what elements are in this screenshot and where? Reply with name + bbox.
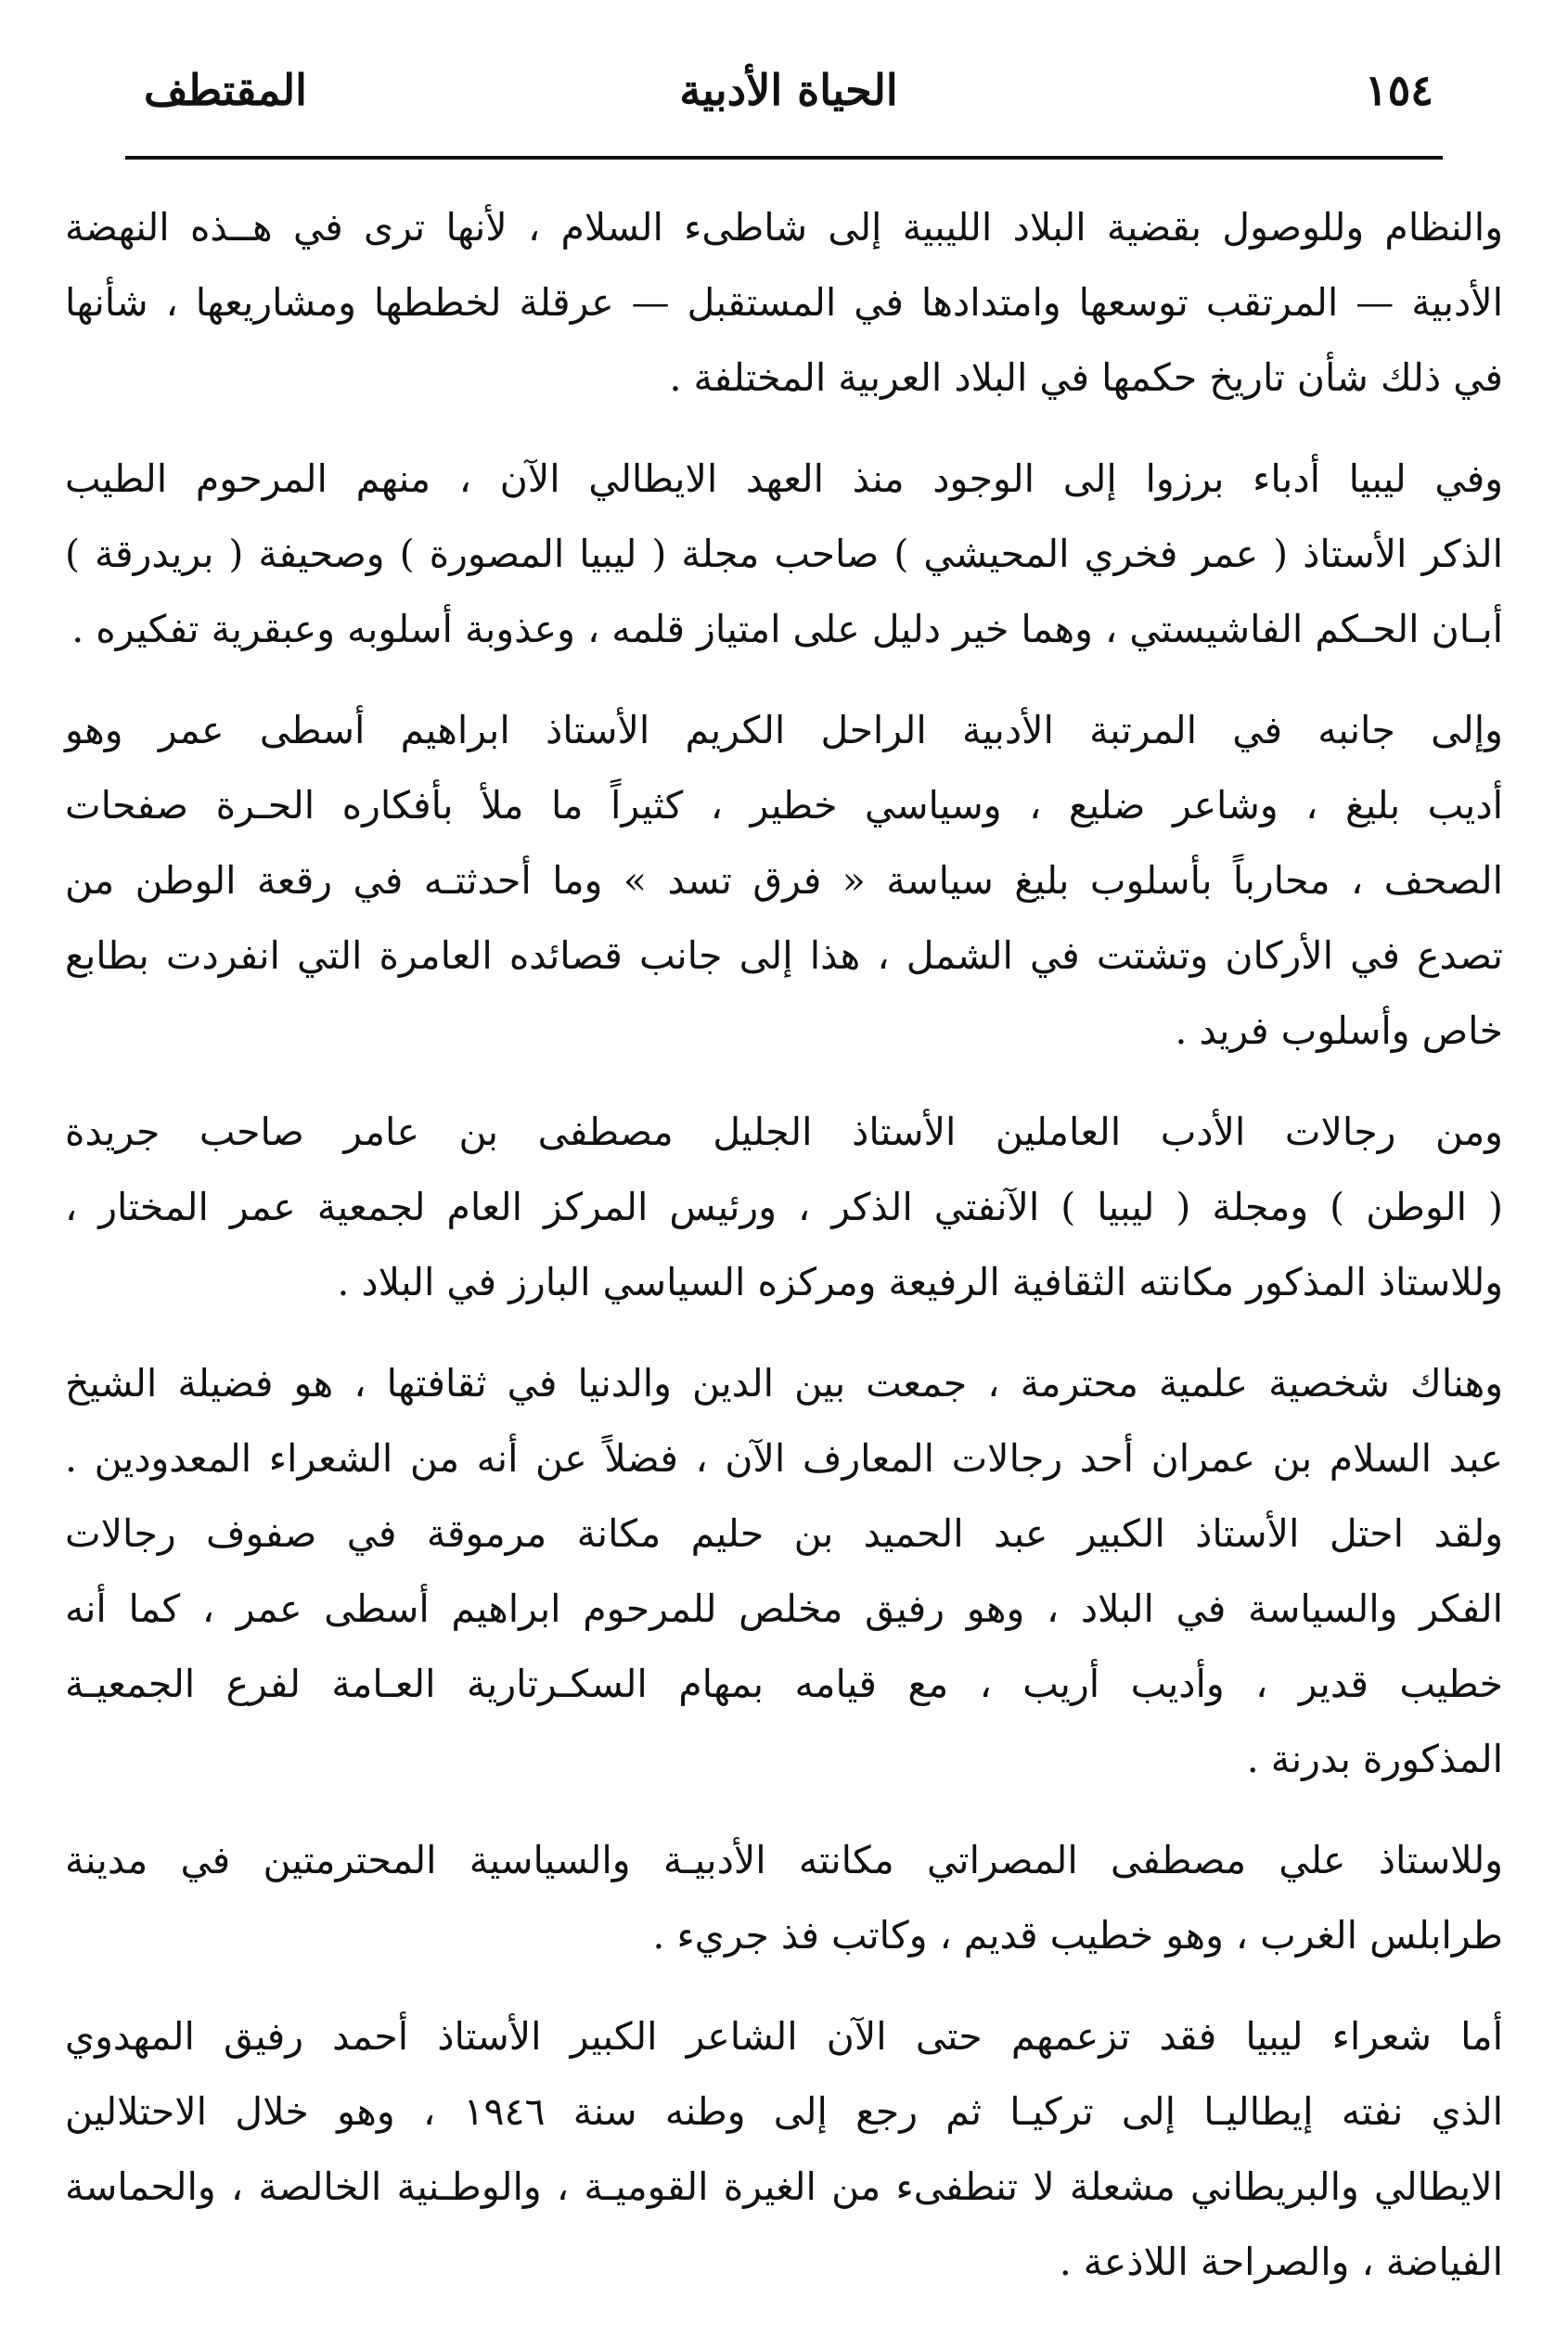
text-line: والنظام وللوصول بقضية البلاد الليبية إلى شاطىء السلام ، لأنها ترى في هــذه النهضة (65, 205, 1503, 250)
text-line: الايطالي والبريطاني مشعلة لا تنطفىء من الغيرة القوميـة ، والوطـنية الخالصة ، والحماسة (65, 2164, 1503, 2209)
text-line: وهناك شخصية علمية محترمة ، جمعت بين الدين والدنيا في ثقافتها ، هو فضيلة الشيخ (65, 1361, 1503, 1406)
text-line: عبد السلام بن عمران أحد رجالات المعارف الآن ، فضلاً عن أنه من الشعراء المعدودين . (65, 1436, 1503, 1481)
page-number: ١٥٤ (1364, 65, 1433, 115)
text-line: أما شعراء ليبيا فقد تزعمهم حتى الآن الشاعر الكبير الأستاذ أحمد رفيق المهدوي (65, 2014, 1503, 2059)
text-line: أديب بليغ ، وشاعر ضليع ، وسياسي خطير ، كثيراً ما ملأ بأفكاره الحـرة صفحات (65, 783, 1503, 828)
text-line: الأدبية — المرتقب توسعها وامتدادها في المستقبل — عرقلة لخططها ومشاريعها ، شأنها (65, 280, 1503, 325)
text-line: الصحف ، محارباً بأسلوب بليغ سياسة « فرق تسد » وما أحدثتـه في رقعة الوطن من (65, 858, 1503, 903)
text-line: تصدع في الأركان وتشتت في الشمل ، هذا إلى جانب قصائده العامرة التي انفردت بطابع (65, 933, 1503, 978)
paragraph-6 (65, 1823, 1503, 1973)
text-line: الذي نفته إيطاليـا إلى تركيـا ثم رجع إلى وطنه سنة ١٩٤٦ ، وهو خلال الاحتلالين (65, 2089, 1503, 2134)
text-line: ولقد احتل الأستاذ الكبير عبد الحميد بن حليم مكانة مرموقة في صفوف رجالات (65, 1511, 1503, 1556)
text-line: وفي ليبيا أدباء برزوا إلى الوجود منذ العهد الايطالي الآن ، منهم المرحوم الطيب (65, 456, 1503, 501)
text-line: خاص وأسلوب فريد . (1175, 1008, 1503, 1053)
text-line: أبـان الحـكم الفاشيستي ، وهما خير دليل على امتياز قلمه ، وعذوبة أسلوبه وعبقرية تفكيره . (71, 607, 1503, 651)
running-header (144, 58, 1433, 122)
text-line: ( الوطن ) ومجلة ( ليبيا ) الآنفتي الذكر ، ورئيس المركز العام لجمعية عمر المختار ، (65, 1185, 1503, 1229)
paragraph-5 (65, 1346, 1503, 1797)
text-line: الذكر الأستاذ ( عمر فخري المحيشي ) صاحب مجلة ( ليبيا المصورة ) وصحيفة ( بريدرقة ) (65, 532, 1503, 576)
text-line: خطيب قدير ، وأديب أريب ، مع قيامه بمهام السكـرتارية العـامة لفرع الجمعيـة (65, 1662, 1503, 1706)
text-line: وللاستاذ المذكور مكانته الثقافية الرفيعة ومركزه السياسي البارز في البلاد . (337, 1260, 1503, 1304)
section-title: الحياة الأدبية (679, 65, 898, 115)
text-line: طرابلس الغرب ، وهو خطيب قديم ، وكاتب فذ جريء . (652, 1913, 1503, 1958)
paragraph-7 (65, 1999, 1503, 2300)
article-body (65, 190, 1503, 2326)
text-line: وللاستاذ علي مصطفى المصراتي مكانته الأدبيـة والسياسية المحترمتين في مدينة (65, 1838, 1503, 1882)
text-line: المذكورة بدرنة . (1246, 1737, 1503, 1781)
text-line: ومن رجالات الأدب العاملين الأستاذ الجليل مصطفى بن عامر صاحب جريدة (65, 1110, 1503, 1154)
text-line: الفكر والسياسة في البلاد ، وهو رفيق مخلص للمرحوم ابراهيم أسطى عمر ، كما أنه (65, 1586, 1504, 1631)
text-line: الفياضة ، والصراحة اللاذعة . (1059, 2240, 1503, 2284)
header-rule (125, 156, 1443, 160)
journal-name: المقتطف (144, 65, 307, 115)
paragraph-3 (65, 693, 1503, 1069)
paragraph-1 (65, 190, 1503, 416)
text-line: في ذلك شأن تاريخ حكمها في البلاد العربية المختلفة . (669, 355, 1503, 400)
paragraph-4 (65, 1095, 1503, 1320)
paragraph-2 (65, 442, 1503, 667)
text-line: وإلى جانبه في المرتبة الأدبية الراحل الكريم الأستاذ ابراهيم أسطى عمر وهو (65, 708, 1503, 752)
